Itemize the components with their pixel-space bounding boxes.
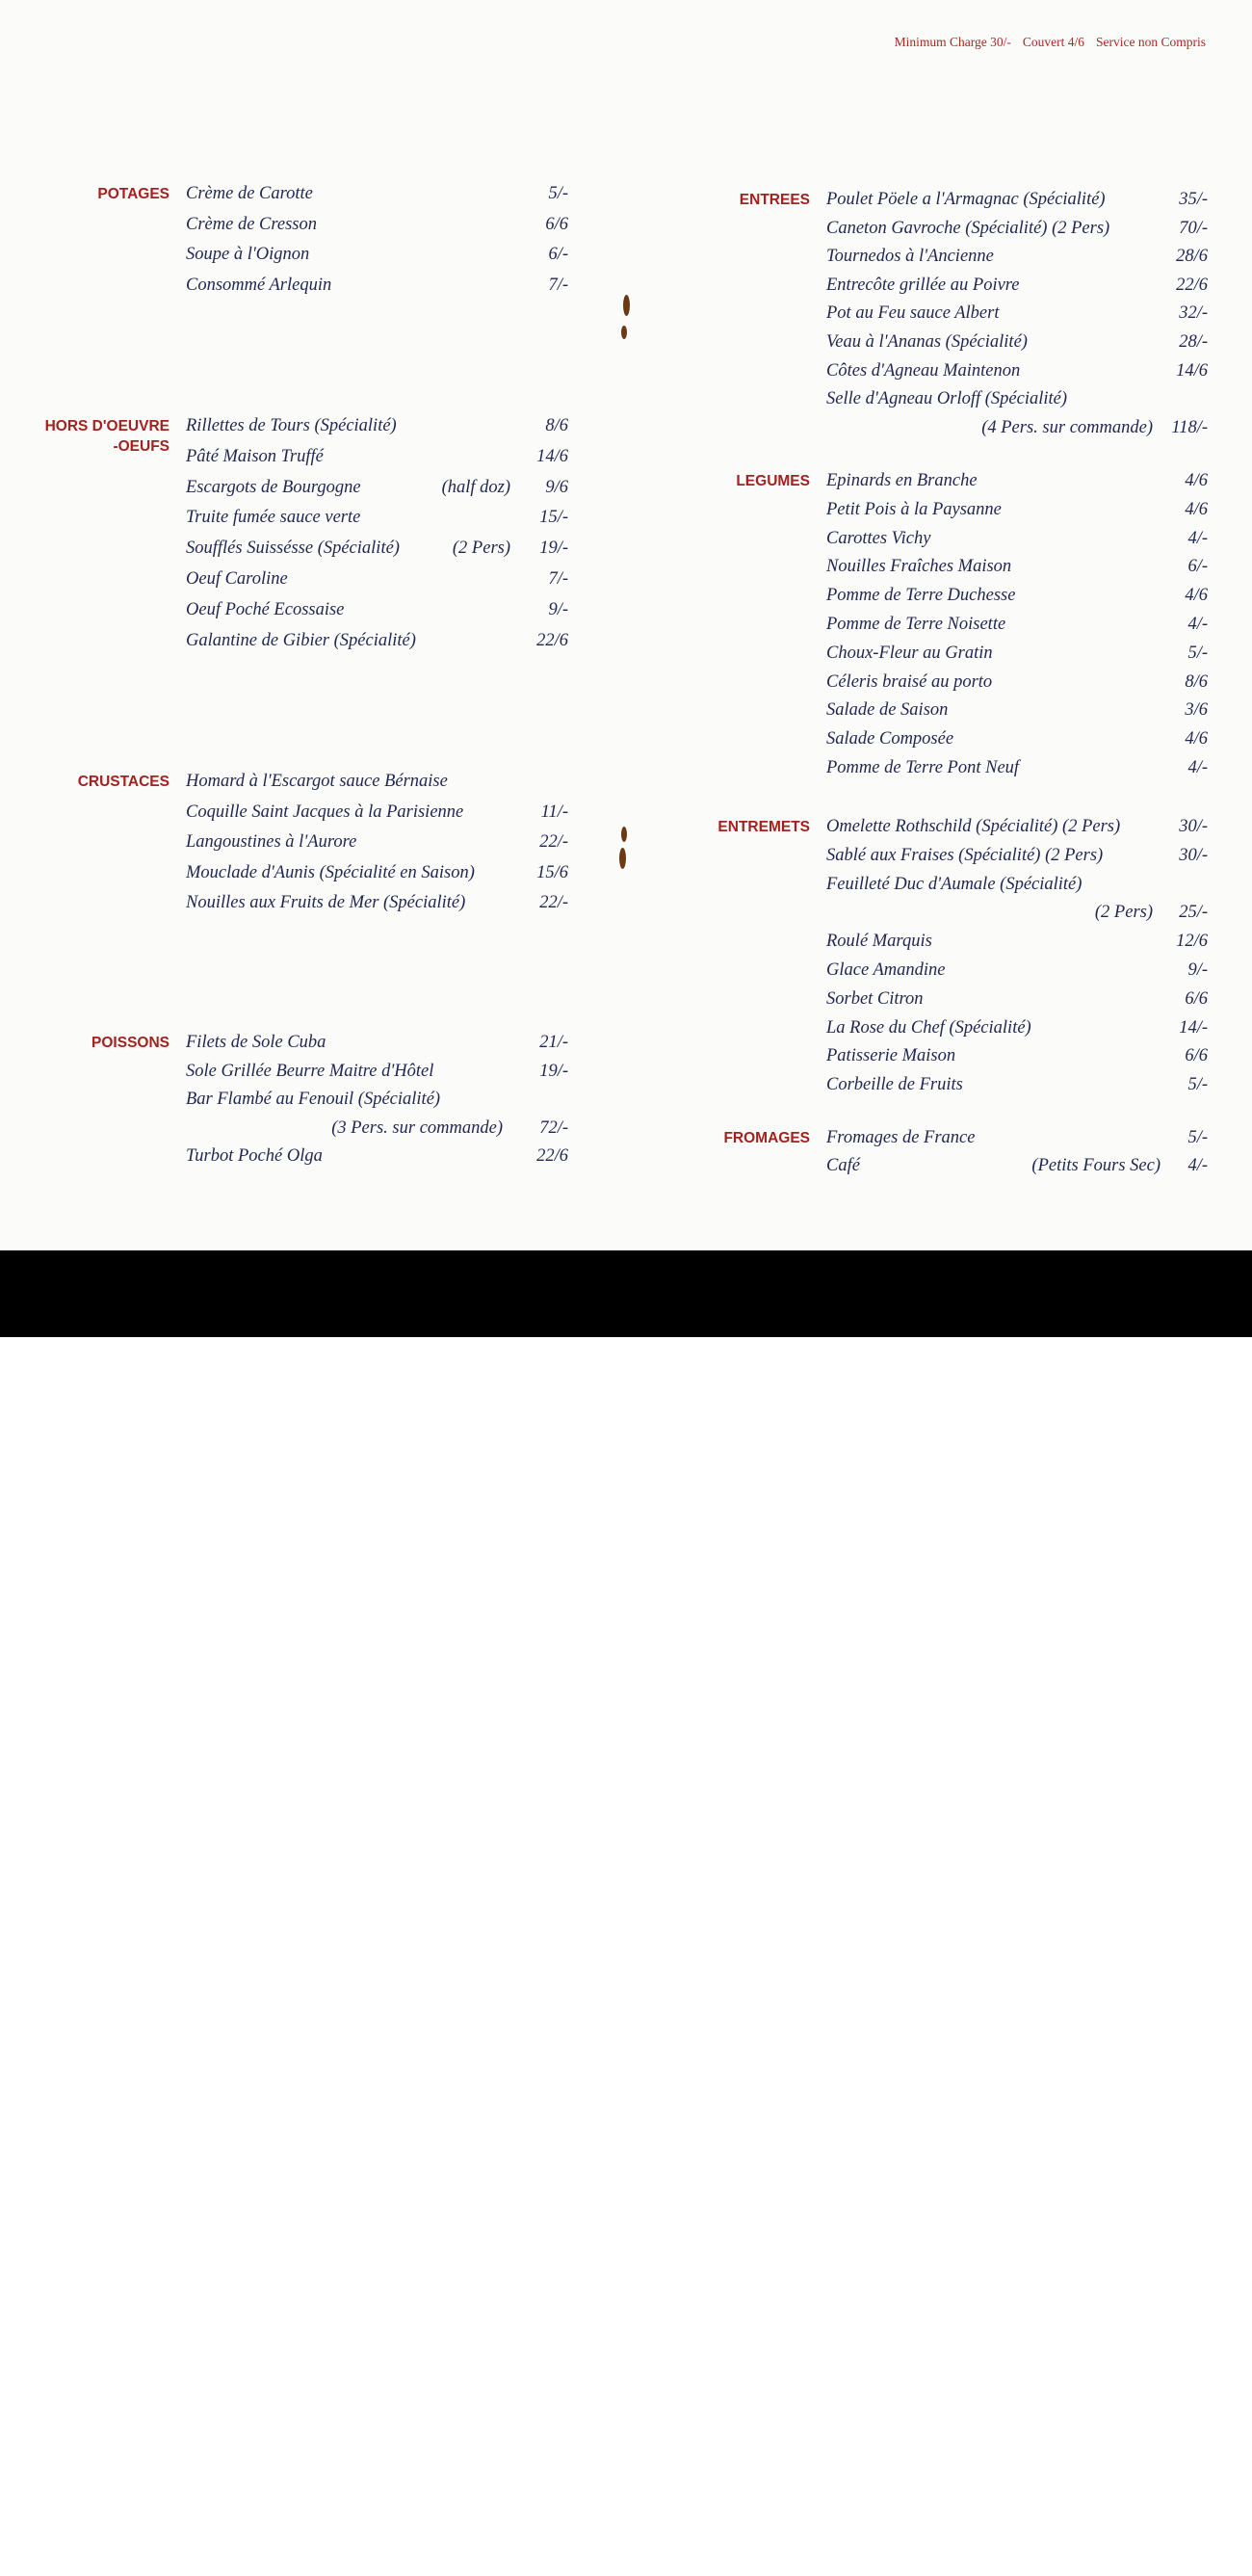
menu-item-name: Nouilles aux Fruits de Mer (Spécialité) [186, 893, 466, 912]
menu-item-name: La Rose du Chef (Spécialité) [826, 1017, 1031, 1038]
menu-item-price: 72/- [539, 1117, 568, 1138]
menu-item-price: 6/6 [1185, 988, 1208, 1009]
menu-item-price: 22/- [539, 832, 568, 852]
menu-item-price: 14/- [1179, 1017, 1208, 1038]
menu-item-name: Oeuf Caroline [186, 569, 288, 589]
couvert: Couvert 4/6 [1022, 35, 1084, 49]
menu-item-price: 4/- [1187, 615, 1208, 634]
menu-item-price: 6/- [548, 245, 568, 264]
menu-item-name: Sorbet Citron [826, 988, 924, 1009]
menu-item-price: 4/6 [1185, 499, 1208, 519]
section-heading-entremets: ENTREMETS [717, 819, 810, 835]
menu-item-name: Truite fumée sauce verte [186, 508, 361, 528]
menu-page [0, 0, 1252, 1250]
menu-item-name: Turbot Poché Olga [186, 1146, 323, 1166]
menu-item-name: (3 Pers. sur commande) [331, 1117, 503, 1138]
menu-item-name: Escargots de Bourgogne [186, 477, 361, 497]
menu-item-name: Patisserie Maison [826, 1046, 956, 1066]
menu-item-name: Langoustines à l'Aurore [186, 832, 357, 852]
menu-item-price: 15/- [539, 508, 568, 528]
menu-item-price: 4/- [1187, 1156, 1208, 1175]
menu-item-price: 6/6 [545, 214, 568, 234]
image-id: 2BJ07A6 www.alamy.com [1123, 2537, 1223, 2576]
section-heading-crustaces: CRUSTACES [77, 774, 170, 790]
menu-item-price: 28/6 [1176, 247, 1208, 267]
menu-item-name: Nouilles Fraîches Maison [826, 557, 1012, 577]
menu-item-price: 4/6 [1185, 471, 1208, 490]
menu-item-price: 9/- [548, 599, 568, 619]
menu-item-name: (4 Pers. sur commande) [981, 417, 1153, 437]
menu-item-price: 28/- [1179, 332, 1208, 352]
menu-item-name: Roulé Marquis [826, 932, 932, 952]
watermark-logo: alamy [571, 2519, 681, 2558]
menu-item-name: Petit Pois à la Paysanne [826, 499, 1002, 519]
menu-item-price: 14/6 [536, 446, 568, 466]
menu-item-name: Feuilleté Duc d'Aumale (Spécialité) [826, 874, 1082, 894]
menu-item-price: 7/- [548, 569, 568, 589]
menu-item-name: Entrecôte grillée au Poivre [826, 275, 1020, 295]
menu-item-price: 5/- [1187, 643, 1208, 663]
section-heading-fromages: FROMAGES [723, 1130, 810, 1146]
menu-item-note: (half doz) [441, 477, 510, 497]
stain-mark [623, 295, 630, 316]
menu-item-price: 70/- [1179, 218, 1208, 238]
menu-item-name: Sablé aux Fraises (Spécialité) (2 Pers) [826, 845, 1104, 865]
menu-item-note: (Petits Fours Sec) [1031, 1156, 1161, 1175]
menu-item-price: 25/- [1179, 903, 1208, 923]
menu-item-price: 8/6 [545, 416, 568, 435]
menu-item-name: Crème de Carotte [186, 184, 313, 203]
menu-item-name: Pâté Maison Truffé [186, 446, 324, 466]
menu-item-name: Tournedos à l'Ancienne [826, 247, 994, 267]
menu-item-price: 22/6 [536, 630, 568, 650]
stain-mark [619, 848, 626, 869]
menu-item-price: 4/- [1187, 758, 1208, 777]
menu-item-price: 30/- [1179, 817, 1208, 836]
menu-item-price: 6/6 [1185, 1046, 1208, 1066]
menu-item-name: Corbeille de Fruits [826, 1075, 963, 1095]
menu-item-name: Mouclade d'Aunis (Spécialité en Saison) [186, 862, 475, 882]
stain-mark [621, 326, 627, 339]
menu-item-name: Pomme de Terre Noisette [826, 615, 1006, 634]
menu-item-price: 3/6 [1185, 700, 1208, 721]
menu-item-name: Pomme de Terre Duchesse [826, 586, 1016, 606]
menu-item-name: Soufflés Suissésse (Spécialité) [186, 539, 400, 559]
stain-mark [621, 827, 627, 842]
menu-item-price: 7/- [548, 275, 568, 295]
menu-item-price: 14/6 [1176, 360, 1208, 381]
menu-item-name: Selle d'Agneau Orloff (Spécialité) [826, 389, 1068, 409]
menu-item-price: 15/6 [536, 862, 568, 882]
menu-item-price: 4/- [1187, 528, 1208, 548]
menu-item-name: Glace Amandine [826, 960, 946, 980]
section-heading-legumes: LEGUMES [736, 473, 810, 489]
menu-item-name: Consommé Arlequin [186, 275, 332, 295]
menu-item-name: Pot au Feu sauce Albert [826, 303, 1000, 324]
menu-item-name: (2 Pers) [1094, 903, 1153, 923]
menu-item-name: Rillettes de Tours (Spécialité) [186, 416, 397, 435]
service-note: Service non Compris [1096, 35, 1206, 49]
menu-item-price: 5/- [1187, 1128, 1208, 1147]
menu-header [751, 35, 1206, 50]
menu-item-price: 9/6 [545, 477, 568, 497]
menu-item-price: 19/- [539, 1061, 568, 1081]
menu-item-price: 19/- [539, 539, 568, 559]
menu-item-price: 5/- [548, 184, 568, 203]
menu-item-price: 11/- [540, 802, 568, 822]
menu-item-price: 21/- [539, 1033, 568, 1052]
menu-item-name: Fromages de France [826, 1128, 976, 1147]
menu-item-price: 12/6 [1176, 932, 1208, 952]
menu-item-name: Céleris braisé au porto [826, 671, 993, 692]
menu-item-name: Café [826, 1156, 860, 1175]
section-heading-potages: POTAGES [97, 186, 170, 202]
menu-item-name: Soupe à l'Oignon [186, 245, 310, 264]
menu-item-price: 9/- [1187, 960, 1208, 980]
menu-item-name: Crème de Cresson [186, 214, 317, 234]
menu-item-price: 22/6 [536, 1146, 568, 1166]
section-heading-hors-doeuvre: HORS D'OEUVRE -OEUFS [44, 418, 170, 455]
section-heading-poissons: POISSONS [91, 1035, 170, 1051]
menu-item-price: 32/- [1179, 303, 1208, 324]
menu-item-name: Poulet Pöele a l'Armagnac (Spécialité) [826, 190, 1106, 209]
menu-item-name: Choux-Fleur au Gratin [826, 643, 993, 663]
section-heading-entrees: ENTREES [739, 192, 810, 208]
menu-item-name: Carottes Vichy [826, 528, 931, 548]
menu-item-name: Bar Flambé au Fenouil (Spécialité) [186, 1090, 441, 1109]
menu-item-price: 5/- [1187, 1075, 1208, 1095]
menu-item-price: 30/- [1179, 845, 1208, 865]
menu-item-name: Pomme de Terre Pont Neuf [826, 758, 1020, 777]
menu-item-name: Epinards en Branche [826, 471, 978, 490]
menu-item-name: Veau à l'Ananas (Spécialité) [826, 332, 1028, 352]
menu-item-price: 22/- [539, 893, 568, 912]
menu-item-name: Salade Composée [826, 729, 954, 749]
menu-item-name: Oeuf Poché Ecossaise [186, 599, 345, 619]
menu-item-name: Salade de Saison [826, 700, 949, 721]
menu-item-price: 8/6 [1185, 671, 1208, 692]
menu-item-price: 4/6 [1185, 729, 1208, 749]
menu-item-price: 22/6 [1176, 275, 1208, 295]
menu-item-price: 4/6 [1185, 586, 1208, 606]
menu-item-name: Coquille Saint Jacques à la Parisienne [186, 802, 464, 822]
menu-item-name: Galantine de Gibier (Spécialité) [186, 630, 416, 650]
menu-item-name: Sole Grillée Beurre Maitre d'Hôtel [186, 1061, 434, 1081]
minimum-charge: Minimum Charge 30/- [894, 35, 1011, 49]
menu-item-name: Côtes d'Agneau Maintenon [826, 360, 1021, 381]
menu-item-price: 6/- [1187, 557, 1208, 577]
menu-item-name: Filets de Sole Cuba [186, 1033, 326, 1052]
watermark-bar [0, 1250, 1252, 2576]
menu-item-name: Caneton Gavroche (Spécialité) (2 Pers) [826, 218, 1110, 238]
menu-item-note: (2 Pers) [452, 539, 510, 559]
menu-item-name: Homard à l'Escargot sauce Bérnaise [186, 772, 448, 791]
menu-item-price: 118/- [1171, 417, 1208, 437]
menu-item-price: 35/- [1179, 190, 1208, 209]
menu-item-name: Omelette Rothschild (Spécialité) (2 Pers) [826, 817, 1121, 836]
